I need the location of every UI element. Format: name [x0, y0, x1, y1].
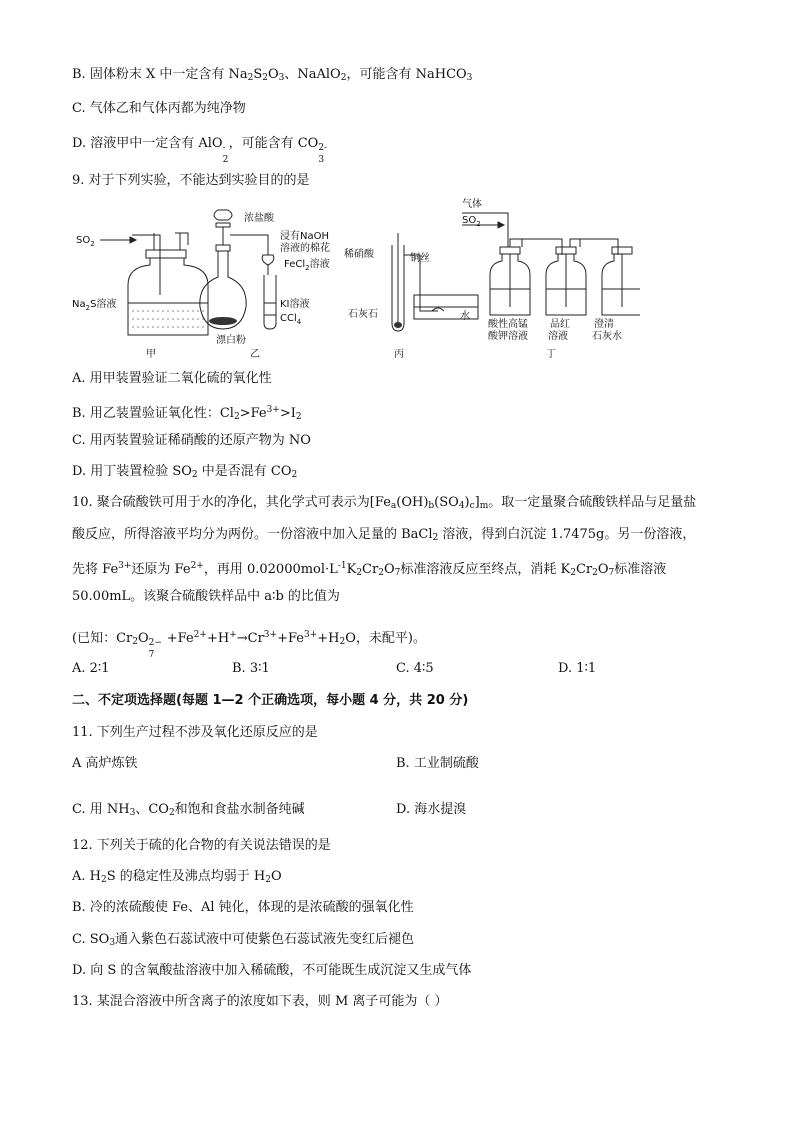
q9-option-d: D. 用丁装置检验 $SO_2$ 中是否混有 $CO_2$: [72, 464, 298, 480]
q8-option-d: D. 溶液甲中一定含有 AlO - 2 ，可能含有 CO 2- 3: [72, 136, 328, 165]
svg-text:乙: 乙: [250, 349, 260, 360]
q10-stem-line4: 50.00mL。该聚合硫酸铁样品中 a∶b 的比值为: [72, 589, 340, 604]
svg-text:丙: 丙: [394, 349, 404, 360]
q8-option-c: C. 气体乙和气体丙都为纯净物: [72, 101, 246, 116]
apparatus-jia: [100, 233, 208, 335]
svg-text:水: 水: [460, 311, 470, 322]
svg-text:FeCl2溶液: FeCl$_2$溶液: [284, 259, 330, 272]
q10-stem-line2: 酸反应，所得溶液平均分为两份。一份溶液中加入足量的 BaCl$_2$ 溶液，得到白沉淀 1.7475g。另一份溶液，: [72, 527, 696, 543]
svg-text:漂白粉: 漂白粉: [216, 335, 246, 346]
q10-stem-line5: (已知：$Cr_2O$ 2− 7 $+Fe^{2+}+H^+\to Cr^{3+}+Fe^{3+}+H_2O$，未配平)。: [72, 630, 426, 660]
svg-text:KI溶液: KI溶液: [280, 299, 310, 310]
q10-option-c: C. 4∶5: [396, 661, 434, 676]
q10-option-d: D. 1∶1: [558, 661, 597, 676]
svg-text:气体: 气体: [462, 199, 482, 210]
svg-text:稀硝酸: 稀硝酸: [344, 249, 374, 260]
svg-text:浸有NaOH: 浸有NaOH: [280, 231, 329, 242]
svg-text:SO2: $SO_2$: [462, 215, 481, 228]
q10-option-b: B. 3∶1: [232, 661, 270, 676]
svg-text:溶液: 溶液: [548, 331, 568, 342]
q11-option-c: C. 用 $NH_3$、$CO_2$和饱和食盐水制备纯碱: [72, 802, 305, 818]
q9-stem: 9. 对于下列实验，不能达到实验目的的是: [72, 173, 310, 188]
q10-stem-line3: 先将 $Fe^{3+}$还原为 $Fe^{2+}$，再用 $0.02000mol\cdot L^{-1}K_2Cr_2O_7$标准溶液反应至终点，消耗 $K_2Cr_2O_7$标准溶液: [72, 561, 667, 578]
q8-option-b: B. 固体粉末 X 中一定含有 $Na_2S_2O_3$、NaAlO$_2$，可能含有 NaHCO$_3$: [72, 67, 473, 83]
svg-text:酸性高锰: 酸性高锰: [488, 319, 528, 330]
q11-stem: 11. 下列生产过程不涉及氧化还原反应的是: [72, 725, 318, 740]
svg-text:酸钾溶液: 酸钾溶液: [488, 331, 528, 342]
q12-stem: 12. 下列关于硫的化合物的有关说法错误的是: [72, 838, 331, 853]
q9-option-a: A. 用甲装置验证二氧化硫的氧化性: [72, 371, 272, 386]
svg-text:浓盐酸: 浓盐酸: [244, 213, 274, 224]
q10-stem-line1: 10. 聚合硫酸铁可用于水的净化，其化学式可表示为$[Fe_a(OH)_b(SO_4)_c]_m$。取一定量聚合硫酸铁样品与足量盐: [72, 495, 697, 511]
svg-text:铜丝: 铜丝: [410, 253, 430, 264]
q12-option-a: A. $H_2S$ 的稳定性及沸点均弱于 $H_2O$: [72, 869, 282, 885]
q11-option-a: A 高炉炼铁: [72, 756, 138, 771]
svg-text:石灰水: 石灰水: [592, 331, 622, 342]
q12-option-c: C. $SO_3$通入紫色石蕊试液中可使紫色石蕊试液先变红后褪色: [72, 932, 415, 948]
svg-text:溶液的棉花: 溶液的棉花: [280, 243, 330, 254]
svg-text:石灰石: 石灰石: [348, 309, 378, 320]
q10-option-a: A. 2∶1: [72, 661, 110, 676]
apparatus-yi: [200, 210, 276, 329]
svg-text:Na2S溶液: $Na_2S$溶液: [72, 299, 117, 312]
svg-text:甲: 甲: [146, 349, 156, 360]
q9-option-b: B. 用乙装置验证氧化性：$Cl_2>Fe^{3+}>I_2$: [72, 405, 302, 422]
q12-option-d: D. 向 S 的含氧酸盐溶液中加入稀硫酸，不可能既生成沉淀又生成气体: [72, 963, 472, 978]
q11-option-d: D. 海水提溴: [396, 802, 467, 817]
svg-text:丁: 丁: [546, 349, 556, 360]
svg-text:SO2: $SO_2$: [76, 235, 95, 248]
q11-option-b: B. 工业制硫酸: [396, 756, 479, 771]
q12-option-b: B. 冷的浓硫酸使 Fe、Al 钝化，体现的是浓硫酸的强氧化性: [72, 900, 414, 915]
section-heading: 二、不定项选择题(每题 1—2 个正确选项，每小题 4 分，共 20 分): [72, 693, 469, 708]
svg-text:品红: 品红: [550, 319, 570, 330]
svg-text:CCl4: CCl$_4$: [280, 313, 302, 326]
svg-text:澄清: 澄清: [594, 319, 614, 330]
q9-apparatus-figure: [70, 195, 640, 365]
q9-option-c: C. 用丙装置验证稀硝酸的还原产物为 NO: [72, 433, 311, 448]
q13-stem: 13. 某混合溶液中所含离子的浓度如下表，则 M 离子可能为（ ）: [72, 994, 448, 1009]
apparatus-ding: [462, 213, 640, 315]
